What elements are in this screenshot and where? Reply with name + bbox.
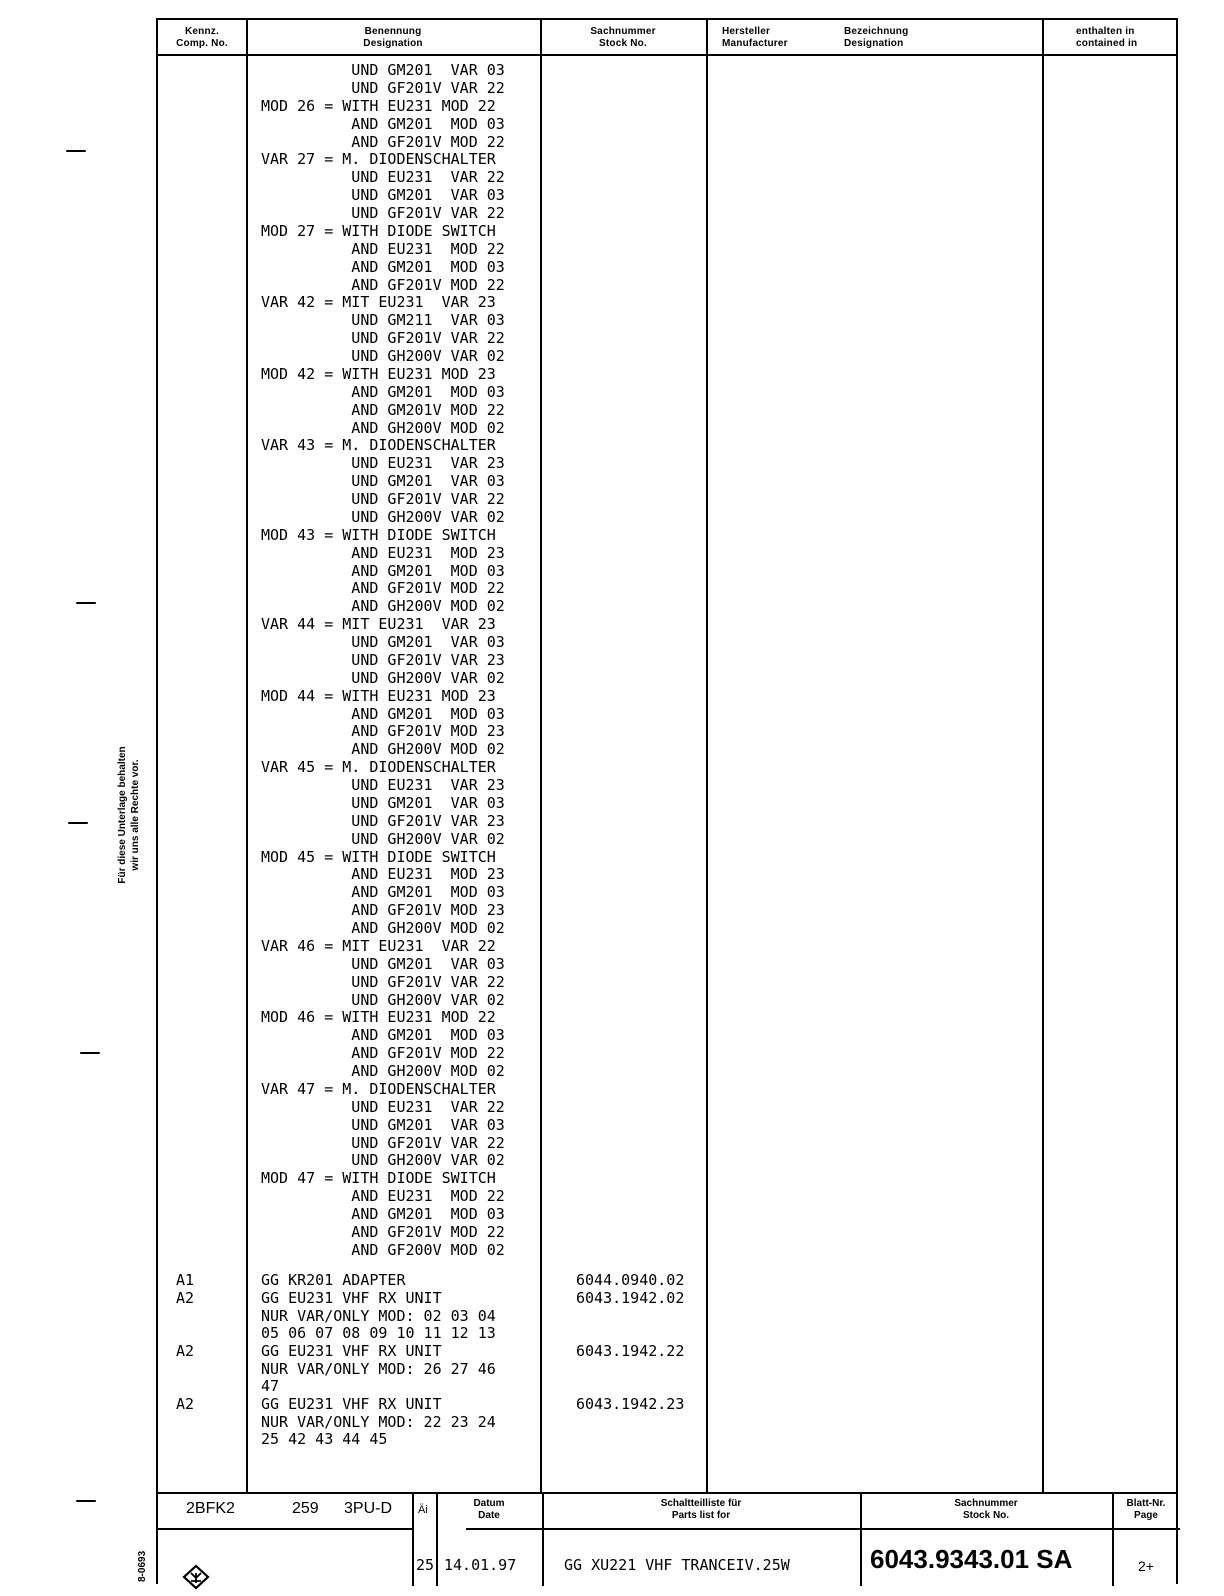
punch-mark (66, 150, 86, 152)
footer-date-en: Date (478, 1510, 500, 1521)
punch-mark (80, 1052, 100, 1054)
variant-designation-list: UND GM201 VAR 03 UND GF201V VAR 22 MOD 26 = WITH EU231 MOD 22 AND GM201 MOD 03 AND GF201V MOD 22 VAR 27 = M. DIODENSCHALTER UND EU231 VAR 22 UND GM201 VAR 03 UND GF201V VAR 22 MOD 27 = WITH DIODE SWITCH AND EU231 MOD 22 AND GM201 MOD 03 AND GF201V MOD 22 VAR 42 = MIT EU231 VAR 23 UND GM211 VAR 03 UND GF201V VAR 22 UND GH200V VAR 02 MOD 42 = WITH EU231 MOD 23 AND GM201 MOD 03 AND GM201V MOD 22 AND GH200V MOD 02 VAR 43 = M. DIODENSCHALTER UND EU231 VAR 23 UND GM201 VAR 03 UND GF201V VAR 22 UND GH200V VAR 02 MOD 43 = WITH DIODE SWITCH AND EU231 MOD 23 AND GM201 MOD 03 AND GF201V MOD 22 AND GH200V MOD 02 VAR 44 = MIT EU231 VAR 23 UND GM201 VAR 03 UND GF201V VAR 23 UND GH200V VAR 02 MOD 44 = WITH EU231 MOD 23 AND GM201 MOD 03 AND GF201V MOD 23 AND GH200V MOD 02 VAR 45 = M. DIODENSCHALTER UND EU231 VAR 23 UND GM201 VAR 03 UND GF201V VAR 23 UND GH200V VAR 02 MOD 45 = WITH DIODE SWITCH AND EU231 MOD 23 AND GM201 MOD 03 AND GF201V MOD 23 AND GH200V MOD 02 VAR 46 = MIT EU231 VAR 22 UND GM201 VAR 03 UND GF201V VAR 22 UND GH200V VAR 02 MOD 46 = WITH EU231 MOD 22 AND GM201 MOD 03 AND GF201V MOD 22 AND GH200V MOD 02 VAR 47 = M. DIODENSCHALTER UND EU231 VAR 22 UND GM201 VAR 03 UND GF201V VAR 22 UND GH200V VAR 02 MOD 47 = WITH DIODE SWITCH AND EU231 MOD 22 AND GM201 MOD 03 AND GF201V MOD 22 AND GF200V MOD 02 (261, 61, 505, 1259)
header-desig-en: Designation (363, 38, 423, 49)
part-stock-no: 6043.1942.22 (576, 1342, 685, 1360)
header-rule (158, 54, 1176, 56)
part-designation: GG EU231 VHF RX UNIT NUR VAR/ONLY MOD: 22 23 24 25 42 43 44 45 (261, 1395, 496, 1449)
header-cont-en: contained in (1076, 38, 1138, 49)
footer-ai-value: 25 (416, 1556, 435, 1574)
header-cont-de: enthalten in (1076, 26, 1135, 37)
copyright-note (116, 725, 142, 905)
footer-top-rule (158, 1492, 1176, 1494)
header-designation (246, 26, 540, 50)
header-manuf-en: Manufacturer (722, 38, 788, 49)
part-stock-no: 6043.1942.02 (576, 1289, 685, 1307)
footer-date-label (436, 1498, 542, 1522)
part-designation: GG EU231 VHF RX UNIT NUR VAR/ONLY MOD: 26 27 46 47 (261, 1342, 496, 1396)
part-designation: GG KR201 ADAPTER (261, 1271, 406, 1289)
header-comp-de: Kennz. (185, 26, 219, 37)
footer-mid-rule (158, 1528, 414, 1530)
header-bezeichnung (844, 26, 908, 50)
footer-stock-de: Sachnummer (954, 1498, 1018, 1509)
punch-mark (76, 602, 96, 604)
part-comp-no: A2 (176, 1342, 195, 1360)
footer-stock-value: 6043.9343.01 SA (870, 1544, 1073, 1574)
footer-parts-list-en: Parts list for (671, 1510, 731, 1521)
column-rule (706, 20, 708, 1492)
footer-date-value: 14.01.97 (444, 1556, 517, 1574)
footer-stock-label (860, 1498, 1112, 1522)
document-number: 8-0693 (137, 1550, 148, 1582)
footer-ai-label: Äi (418, 1504, 428, 1516)
part-comp-no: A1 (176, 1271, 195, 1289)
footer-parts-list-value: GG XU221 VHF TRANCEIV.25W (564, 1556, 790, 1574)
footer-code-1: 2BFK2 (186, 1500, 235, 1517)
footer-code-2: 259 (292, 1500, 319, 1517)
footer-page-de: Blatt-Nr. (1126, 1498, 1166, 1509)
column-rule (246, 20, 248, 1492)
footer-parts-list-de: Schaltteilliste für (660, 1498, 742, 1509)
header-manuf-de: Hersteller (722, 26, 771, 37)
header-contained-in (1076, 26, 1137, 50)
punch-mark (76, 1500, 96, 1502)
footer-page-en: Page (1134, 1510, 1158, 1521)
rohde-schwarz-logo-icon (182, 1564, 210, 1596)
footer-parts-list-label (542, 1498, 860, 1522)
title-block (158, 1492, 1176, 1586)
footer-page-label (1112, 1498, 1180, 1522)
copyright-line-2: wir uns alle Rechte vor. (130, 759, 141, 871)
part-comp-no: A2 (176, 1395, 195, 1413)
part-stock-no: 6043.1942.23 (576, 1395, 685, 1413)
punch-mark (68, 822, 88, 824)
header-comp-en: Comp. No. (176, 38, 228, 49)
column-rule (540, 20, 542, 1492)
footer-mid-rule (466, 1528, 1180, 1530)
footer-rule (412, 1492, 414, 1586)
header-stock-en: Stock No. (599, 38, 647, 49)
footer-date-de: Datum (473, 1498, 505, 1509)
parts-list-sheet (156, 18, 1178, 1584)
copyright-line-1: Für diese Unterlage behalten (117, 746, 128, 884)
header-desig-de: Benennung (364, 26, 422, 37)
footer-stock-en: Stock No. (962, 1510, 1010, 1521)
header-manufacturer (722, 26, 788, 50)
header-bez-en: Designation (844, 38, 904, 49)
part-designation: GG EU231 VHF RX UNIT NUR VAR/ONLY MOD: 02 03 04 05 06 07 08 09 10 11 12 13 (261, 1289, 496, 1343)
header-bez-de: Bezeichnung (844, 26, 909, 37)
column-rule (1042, 20, 1044, 1492)
part-comp-no: A2 (176, 1289, 195, 1307)
part-stock-no: 6044.0940.02 (576, 1271, 685, 1289)
header-stock-no (540, 26, 706, 50)
footer-page-value: 2+ (1138, 1558, 1154, 1574)
footer-code-3: 3PU-D (344, 1500, 393, 1517)
header-stock-de: Sachnummer (590, 26, 656, 37)
header-comp-no (158, 26, 246, 50)
